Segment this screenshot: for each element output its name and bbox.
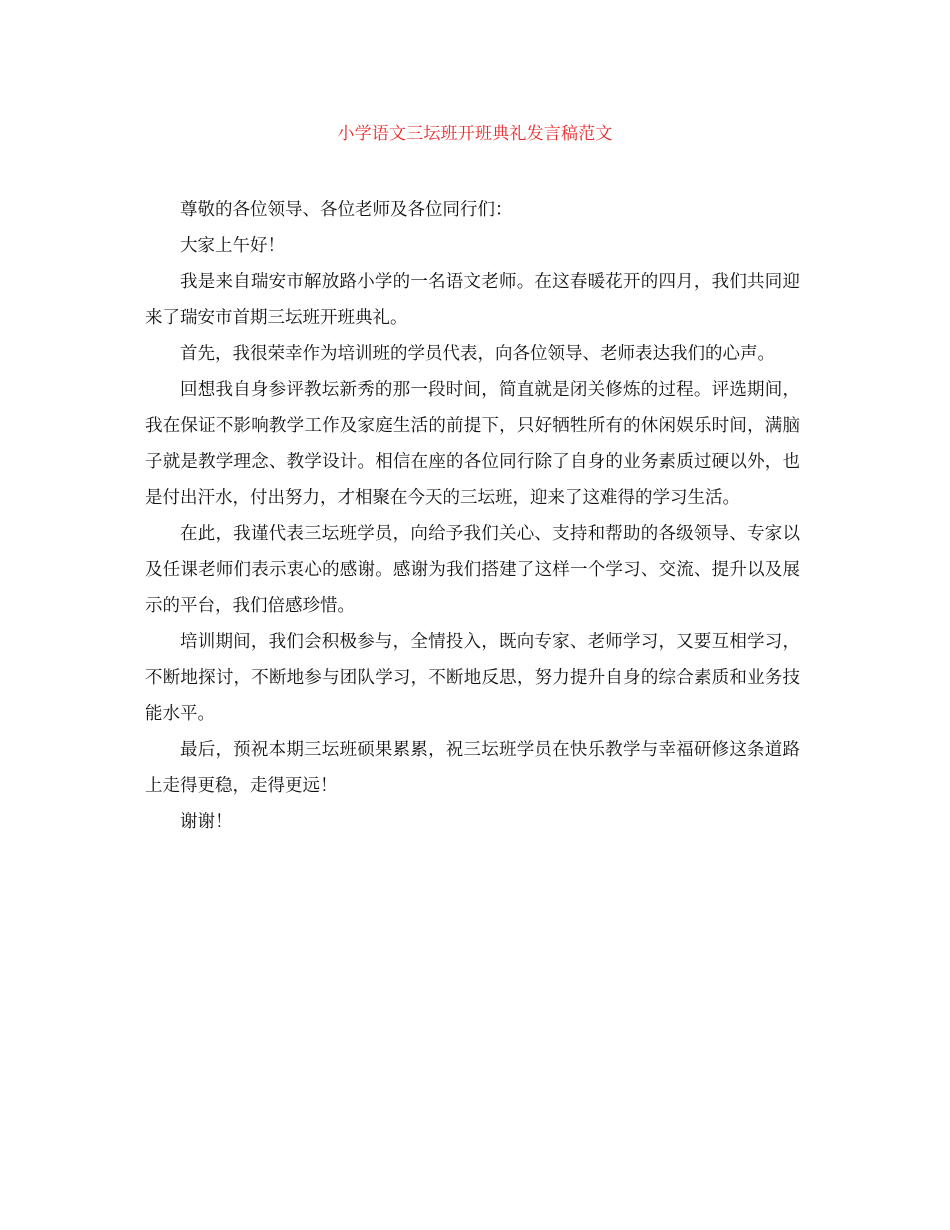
document-title: 小学语文三坛班开班典礼发言稿范文 <box>337 124 613 144</box>
document-body <box>145 192 800 840</box>
paragraph-wishes: 最后，预祝本期三坛班硕果累累，祝三坛班学员在快乐教学与幸福研修这条道路上走得更稳，走得更远！ <box>145 740 800 796</box>
paragraph-greeting: 大家上午好！ <box>180 236 285 256</box>
paragraph-salutation: 尊敬的各位领导、各位老师及各位同行们： <box>180 200 513 220</box>
paragraph-commitment: 培训期间，我们会积极参与，全情投入，既向专家、老师学习，又要互相学习，不断地探讨，不断地参与团队学习，不断地反思，努力提升自身的综合素质和业务技能水平。 <box>145 632 800 724</box>
paragraph-gratitude: 在此，我谨代表三坛班学员，向给予我们关心、支持和帮助的各级领导、专家以及任课老师们表示衷心的感谢。感谢为我们搭建了这样一个学习、交流、提升以及展示的平台，我们倍感珍惜。 <box>145 524 800 616</box>
paragraph-introduction: 我是来自瑞安市解放路小学的一名语文老师。在这春暖花开的四月，我们共同迎来了瑞安市首期三坛班开班典礼。 <box>145 272 800 328</box>
paragraph-thanks: 谢谢！ <box>180 812 233 832</box>
paragraph-recollection: 回想我自身参评教坛新秀的那一段时间，简直就是闭关修炼的过程。评选期间，我在保证不影响教学工作及家庭生活的前提下，只好牺牲所有的休闲娱乐时间，满脑子就是教学理念、教学设计。相信在座的各位同行除了自身的业务素质过硬以外，也是付出汗水，付出努力，才相聚在今天的三坛班，迎来了这难得的学习生活。 <box>145 380 800 508</box>
paragraph-representative: 首先，我很荣幸作为培训班的学员代表，向各位领导、老师表达我们的心声。 <box>180 344 775 364</box>
